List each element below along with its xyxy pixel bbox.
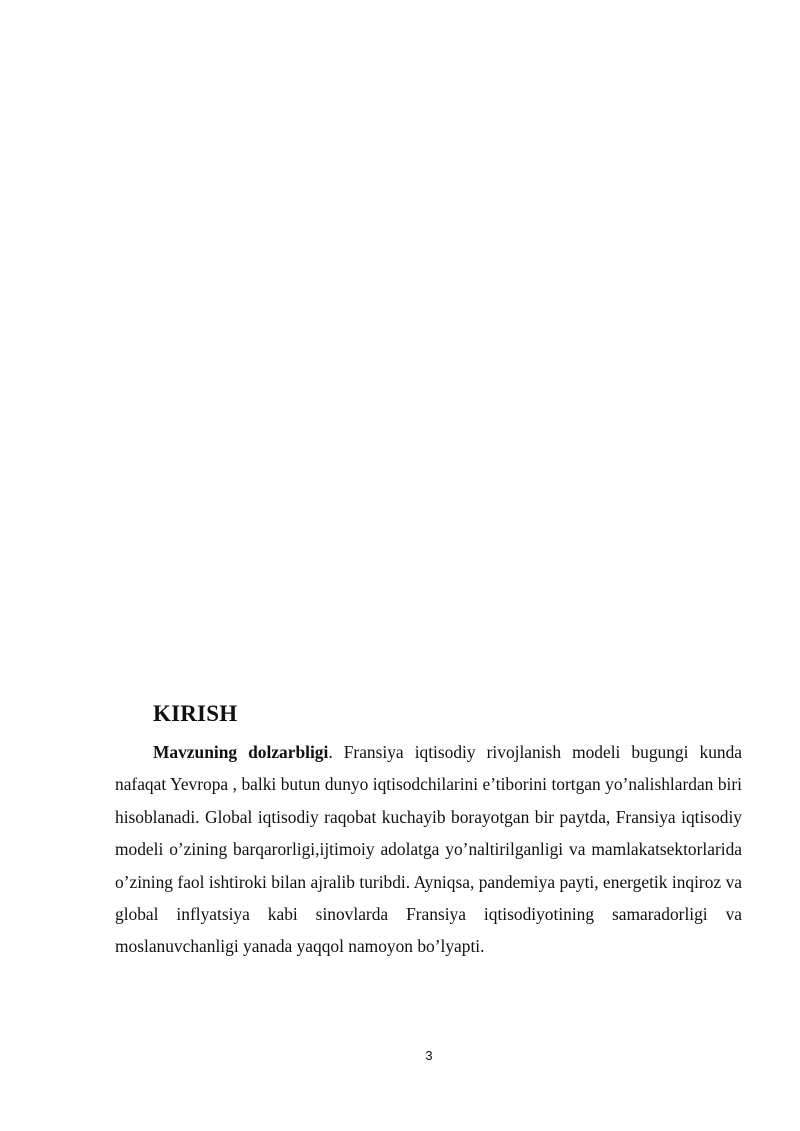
section-heading: KIRISH	[153, 701, 238, 726]
body-paragraph	[115, 736, 742, 963]
paragraph-text: . Fransiya iqtisodiy rivojlanish modeli bugungi kunda nafaqat Yevropa , balki butun dunyo iqtisodchilarini e’tiborini tortgan yo’nalishlardan biri hisoblanadi. Global iqtisodiy raqobat kuchayib borayotgan bir paytda, Fransiya iqtisodiy modeli o’zining barqarorligi,ijtimoiy adolatga yo’naltirilganligi va mamlakatsektorlarida o’zining faol ishtiroki bilan ajralib turibdi. Ayniqsa, pandemiya payti, energetik inqiroz va global inflyatsiya kabi sinovlarda Fransiya iqtisodiyotining samaradorligi va moslanuvchanligi yanada yaqqol namoyon bo’lyapti.	[115, 742, 743, 957]
paragraph-lead: Mavzuning dolzarbligi	[153, 742, 329, 762]
page-number: 3	[425, 1048, 433, 1063]
